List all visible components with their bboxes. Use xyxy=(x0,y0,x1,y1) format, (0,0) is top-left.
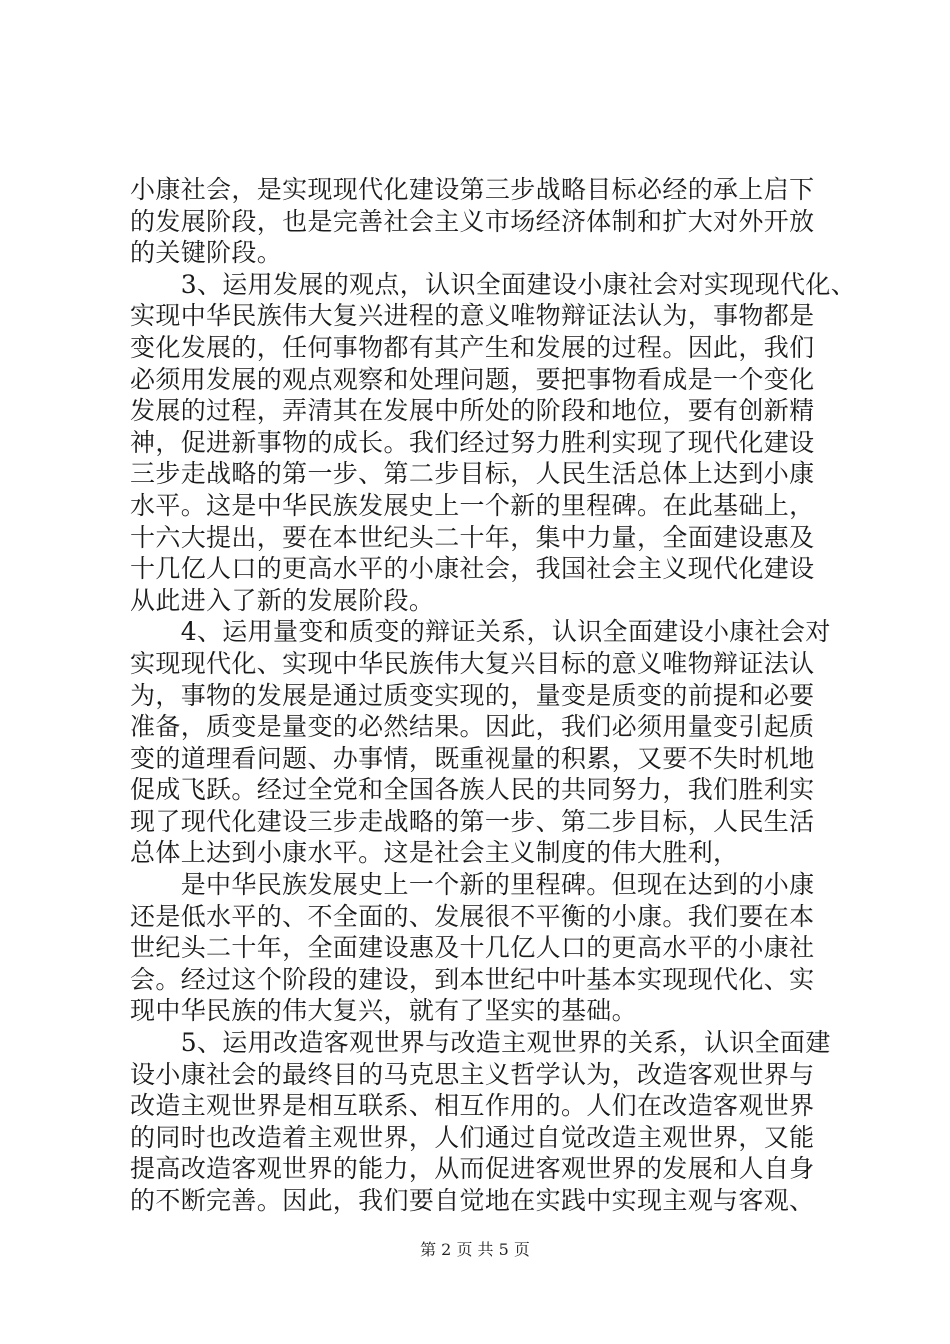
text-line: 十几亿人口的更高水平的小康社会，我国社会主义现代化建设 xyxy=(130,554,815,584)
text-line: 设小康社会的最终目的马克思主义哲学认为，改造客观世界与 xyxy=(130,1059,815,1089)
paragraph-continuation-start: 是中华民族发展史上一个新的里程碑。但现在达到的小康 xyxy=(130,870,815,900)
text-line: 总体上达到小康水平。这是社会主义制度的伟大胜利， xyxy=(130,838,739,868)
text-line: 十六大提出，要在本世纪头二十年，集中力量，全面建设惠及 xyxy=(130,522,815,552)
text-line: 的不断完善。因此，我们要自觉地在实践中实现主观与客观、 xyxy=(130,1186,815,1215)
text-line: 实现中华民族伟大复兴进程的意义唯物辩证法认为，事物都是 xyxy=(130,301,815,331)
text-line: 为，事物的发展是通过质变实现的，量变是质变的前提和必要 xyxy=(130,680,815,710)
text-line: 发展的过程，弄清其在发展中所处的阶段和地位，要有创新精 xyxy=(130,396,815,426)
text-line: 世纪头二十年，全面建设惠及十几亿人口的更高水平的小康社 xyxy=(130,933,815,963)
text-line: 的关键阶段。 xyxy=(130,238,283,268)
page-number-label: 第 2 页 共 5 页 xyxy=(420,1240,530,1259)
text-line: 变的道理看问题、办事情，既重视量的积累，又要不失时机地 xyxy=(130,743,815,773)
text-line: 会。经过这个阶段的建设，到本世纪中叶基本实现现代化、实 xyxy=(130,964,815,994)
text-line: 提高改造客观世界的能力，从而促进客观世界的发展和人自身 xyxy=(130,1154,815,1184)
text-line: 改造主观世界是相互联系、相互作用的。人们在改造客观世界 xyxy=(130,1091,815,1121)
document-body xyxy=(130,174,857,1217)
text-line: 促成飞跃。经过全党和全国各族人民的共同努力，我们胜利实 xyxy=(130,775,815,805)
text-line: 神，促进新事物的成长。我们经过努力胜利实现了现代化建设 xyxy=(130,427,815,457)
text-line: 的发展阶段，也是完善社会主义市场经济体制和扩大对外开放 xyxy=(130,206,815,236)
text-line: 必须用发展的观点观察和处理问题，要把事物看成是一个变化 xyxy=(130,364,815,394)
text-line: 的同时也改造着主观世界，人们通过自觉改造主观世界，又能 xyxy=(130,1122,815,1152)
text-line: 实现现代化、实现中华民族伟大复兴目标的意义唯物辩证法认 xyxy=(130,648,815,678)
paragraph-4-start: 4、运用量变和质变的辩证关系，认识全面建设小康社会对 xyxy=(130,617,831,647)
text-line: 现中华民族的伟大复兴，就有了坚实的基础。 xyxy=(130,996,638,1026)
text-line: 水平。这是中华民族发展史上一个新的里程碑。在此基础上， xyxy=(130,490,815,520)
paragraph-5-start: 5、运用改造客观世界与改造主观世界的关系，认识全面建 xyxy=(130,1028,831,1058)
page-footer xyxy=(0,1240,950,1260)
text-line: 三步走战略的第一步、第二步目标，人民生活总体上达到小康 xyxy=(130,459,815,489)
text-line: 变化发展的，任何事物都有其产生和发展的过程。因此，我们 xyxy=(130,332,815,362)
text-line: 还是低水平的、不全面的、发展很不平衡的小康。我们要在本 xyxy=(130,901,815,931)
text-line: 小康社会，是实现现代化建设第三步战略目标必经的承上启下 xyxy=(130,175,815,204)
text-line: 从此进入了新的发展阶段。 xyxy=(130,585,435,615)
text-line: 现了现代化建设三步走战略的第一步、第二步目标，人民生活 xyxy=(130,806,815,836)
paragraph-3-start: 3、运用发展的观点，认识全面建设小康社会对实现现代化、 xyxy=(130,269,857,299)
text-line: 准备，质变是量变的必然结果。因此，我们必须用量变引起质 xyxy=(130,712,815,742)
